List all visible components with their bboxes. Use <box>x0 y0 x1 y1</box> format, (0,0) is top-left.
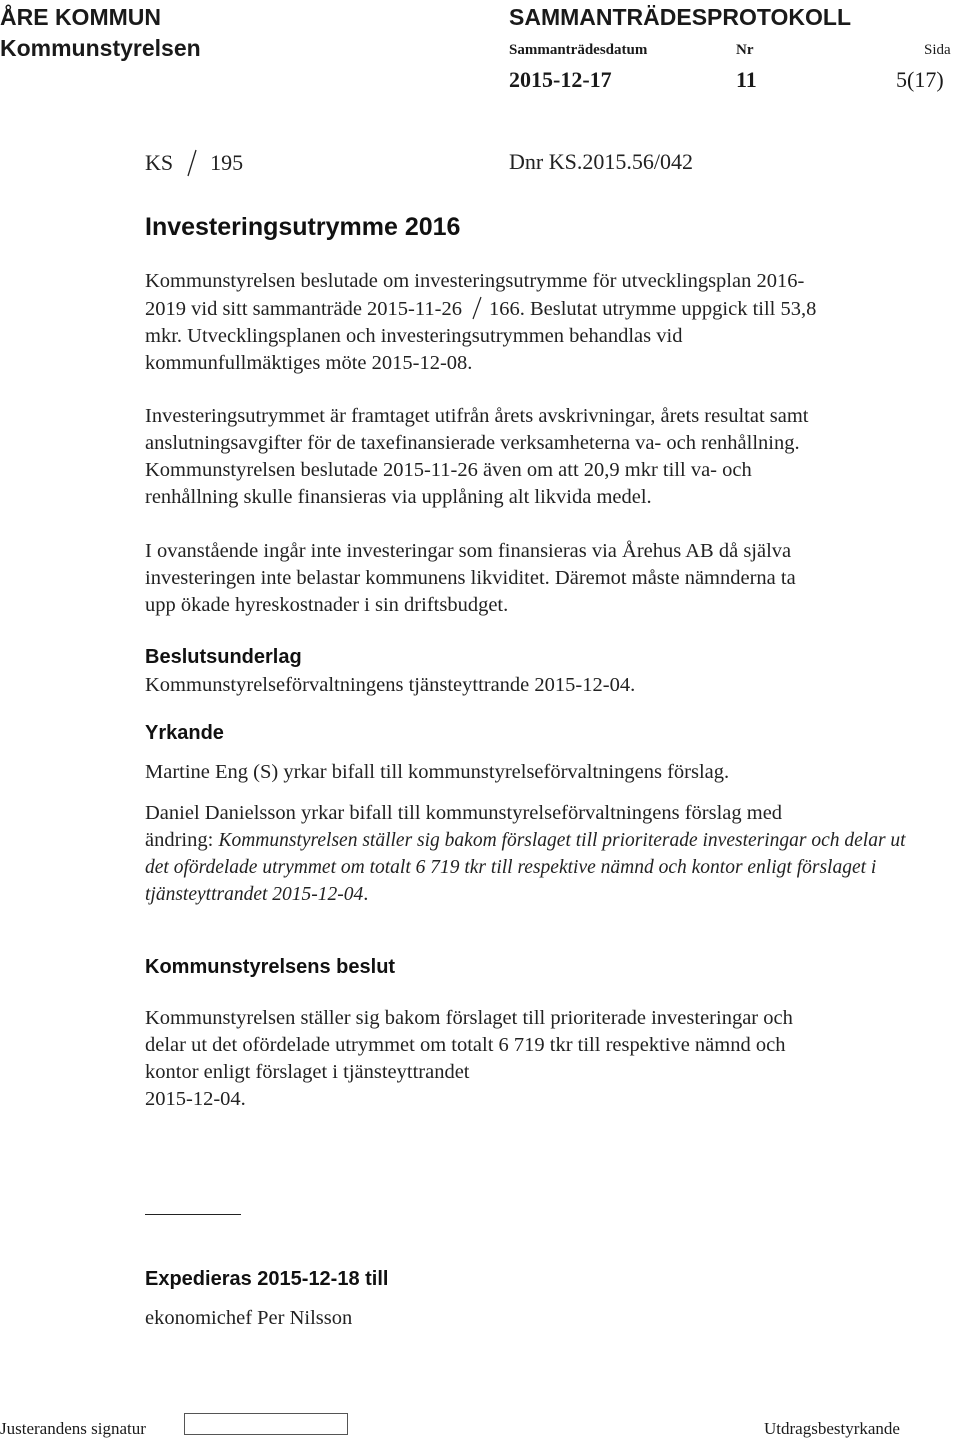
footer-extract-label: Utdragsbestyrkande <box>764 1419 900 1438</box>
paragraph-3 <box>145 538 905 619</box>
paragraph-text: ändring: <box>145 829 219 851</box>
page-label: Sida <box>924 42 951 58</box>
paragraph-line: Daniel Danielsson yrkar bifall till kommunstyrelseförvaltningens förslag med <box>145 802 783 824</box>
paragraph-line: renhållning skulle finansieras via upplåning alt likvida medel. <box>145 486 652 508</box>
paragraph-line: upp ökade hyreskostnader i sin driftsbudget. <box>145 594 509 616</box>
paragraph-text: . <box>363 883 369 905</box>
footer-signature-label: Justerandens signatur <box>0 1419 146 1438</box>
paragraph-1 <box>145 268 905 377</box>
separator-line <box>145 1214 241 1215</box>
proposal-italic-text: tjänsteyttrandet 2015-12-04 <box>145 884 364 905</box>
paragraph-line: I ovanstående ingår inte investeringar som finansieras via Årehus AB då själva <box>145 540 792 562</box>
expedieras-recipient: ekonomichef Per Nilsson <box>145 1307 353 1329</box>
nr-value: 11 <box>736 67 757 92</box>
paragraph-line: anslutningsavgifter för de taxefinansierade verksamheterna va- och renhållning. <box>145 432 800 454</box>
ks-label: KS <box>145 150 174 175</box>
yrkande-line-1: Martine Eng (S) yrkar bifall till kommunstyrelseförvaltningens förslag. <box>145 761 730 783</box>
org-name: ÅRE KOMMUN <box>0 4 161 30</box>
paragraph-line: 2015-12-04. <box>145 1088 246 1110</box>
paragraph-line: Kommunstyrelsen ställer sig bakom förslaget till prioriterade investeringar och <box>145 1007 793 1029</box>
paragraph-line: kommunfullmäktiges möte 2015-12-08. <box>145 352 473 374</box>
yrkande-proposal <box>145 800 905 908</box>
document-type: SAMMANTRÄDESPROTOKOLL <box>509 4 852 30</box>
paragraph-line: Kommunstyrelsen beslutade 2015-11-26 även om att 20,9 mkr till va- och <box>145 459 752 481</box>
paragraph-line <box>145 827 905 854</box>
section-heading-beslut: Kommunstyrelsens beslut <box>145 956 396 978</box>
meeting-date-value: 2015-12-17 <box>509 67 612 92</box>
nr-label: Nr <box>736 42 754 58</box>
page-value: 5(17) <box>896 67 944 92</box>
paragraph-line: investeringen inte belastar kommunens likviditet. Däremot måste nämnderna ta <box>145 567 796 589</box>
case-id <box>145 148 243 178</box>
dnr: Dnr KS.2015.56/042 <box>509 149 693 174</box>
section-heading-beslutsunderlag: Beslutsunderlag <box>145 646 302 668</box>
paragraph-line: mkr. Utvecklingsplanen och investeringsutrymmen behandlas vid <box>145 325 683 347</box>
paragraph-2 <box>145 403 905 511</box>
paragraph-text: 166. Beslutat utrymme uppgick till 53,8 <box>488 298 817 320</box>
paragraph-sign-icon <box>185 148 199 178</box>
unit-name: Kommunstyrelsen <box>0 35 201 61</box>
meeting-date-label: Sammanträdesdatum <box>509 42 648 58</box>
paragraph-line: delar ut det ofördelade utrymmet om totalt 6 719 tkr till respektive nämnd och <box>145 1034 786 1056</box>
signature-box <box>184 1413 348 1435</box>
ks-number: 195 <box>210 150 244 175</box>
paragraph-line <box>145 881 905 908</box>
beslut-paragraph <box>145 1005 905 1113</box>
section-heading-expedieras: Expedieras 2015-12-18 till <box>145 1268 389 1290</box>
paragraph-line: Investeringsutrymmet är framtaget utifrån årets avskrivningar, årets resultat samt <box>145 405 809 427</box>
paragraph-line: det ofördelade utrymmet om totalt 6 719 tkr till respektive nämnd och kontor enligt förslaget i <box>145 857 877 878</box>
paragraph-text: 2019 vid sitt sammanträde 2015-11-26 <box>145 298 462 320</box>
paragraph-line: Kommunstyrelsen beslutade om investeringsutrymme för utvecklingsplan 2016- <box>145 270 805 292</box>
proposal-italic-text: Kommunstyrelsen ställer sig bakom förslaget till prioriterade investeringar och delar ut <box>218 830 906 851</box>
page-title: Investeringsutrymme 2016 <box>145 213 461 241</box>
section-heading-yrkande: Yrkande <box>145 722 224 744</box>
paragraph-sign-icon <box>470 295 484 321</box>
beslutsunderlag-text: Kommunstyrelseförvaltningens tjänsteyttrande 2015-12-04. <box>145 674 636 696</box>
paragraph-line: kontor enligt förslaget i tjänsteyttrandet <box>145 1061 470 1083</box>
paragraph-line <box>145 295 905 323</box>
